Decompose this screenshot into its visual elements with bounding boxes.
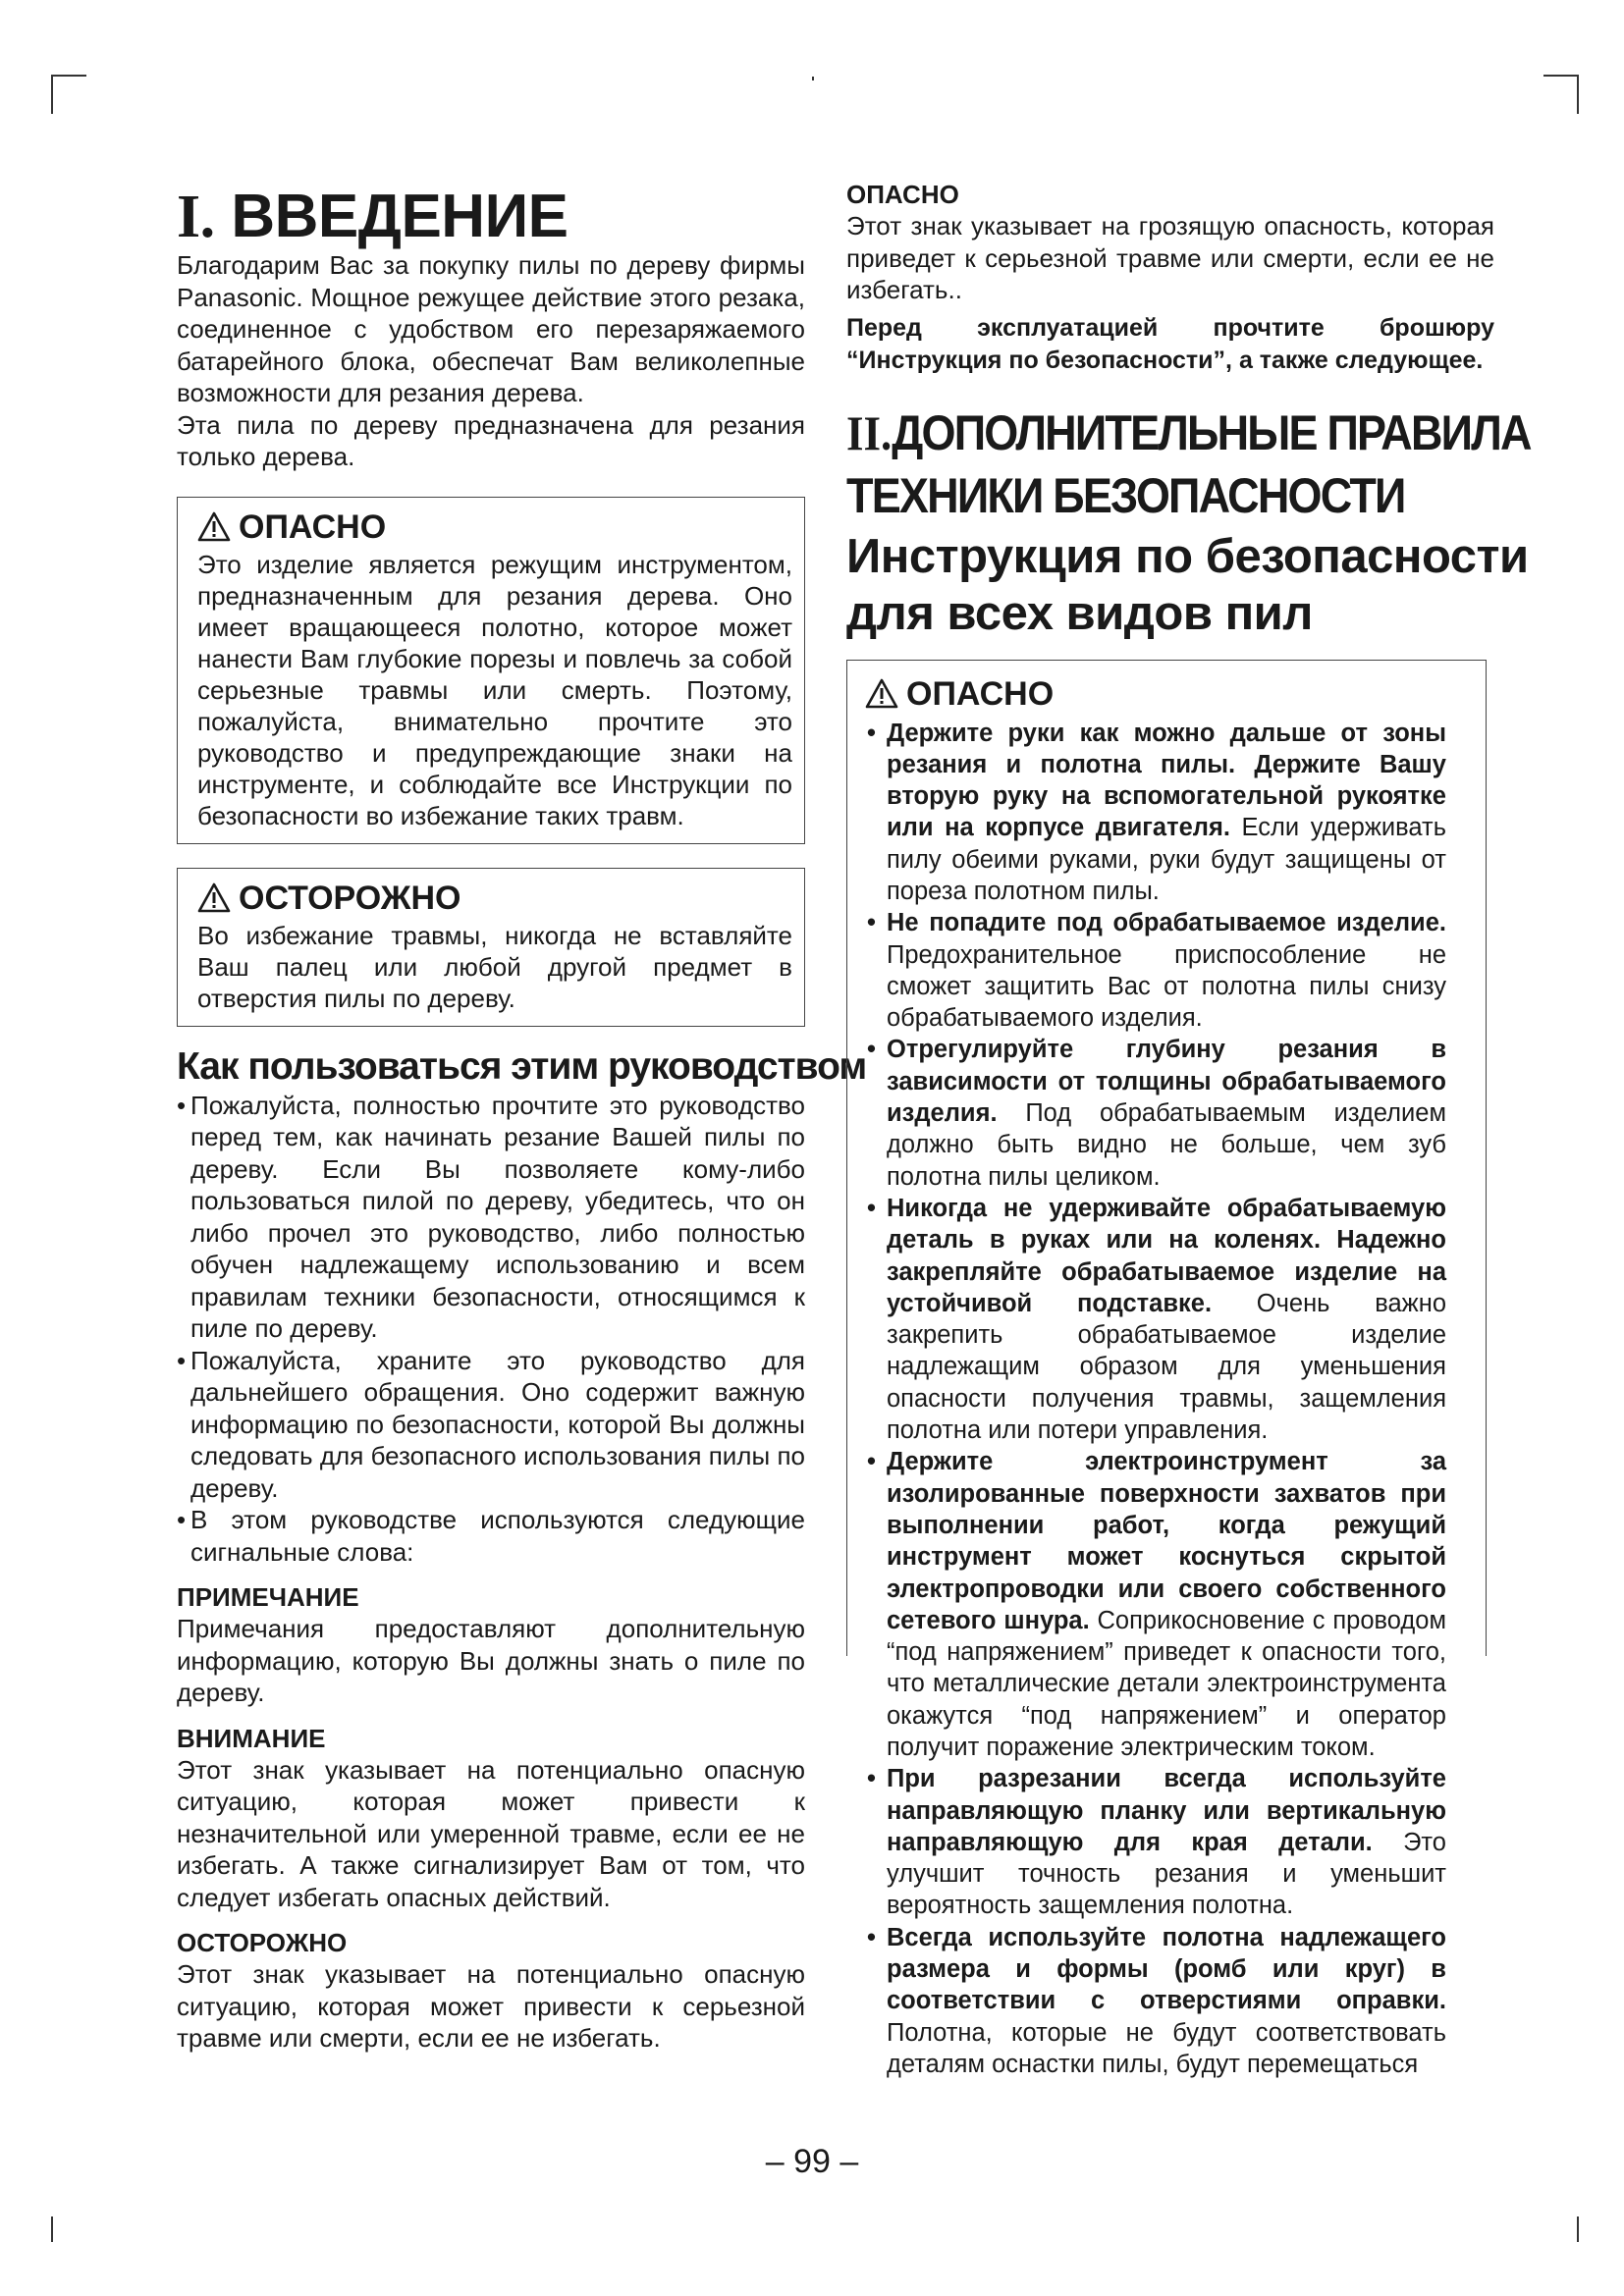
danger-box-title [197, 507, 792, 547]
caution-box [177, 868, 805, 1027]
section2-subtitle-line1: Инструкция по безопасности [846, 529, 1529, 583]
howto-heading: Как пользоваться этим руководством [177, 1044, 867, 1088]
warning-triangle-icon [865, 678, 898, 710]
list-item: • Никогда не удерживайте обрабатываемую деталь в руках или на коленях. Надежно закрепляйте обрабатываемое изделие на устойчивой подставке. Очень важно закрепить обрабатываемое изделие надлежащим образом для уменьшения опасности получения травмы, защемления полотна или потери управления. [867, 1194, 1446, 1445]
howto-list [177, 1090, 805, 1569]
danger-box-text: Это изделие является режущим инструментом, предназначенным для резания дерева. Оно имеет вращающееся полотно, которое может нанести Вам глубокие порезы и повлечь за собой серьезные травмы или смерть. Поэтому, пожалуйста, внимательно прочтите это руководство и предупреждающие знаки на инструменте, и соблюдайте все Инструкции по безопасности во избежание таких травм. [197, 549, 792, 830]
list-item: • В этом руководстве используются следующие сигнальные слова: [177, 1505, 805, 1567]
signal-word-caution-text: Этот знак указывает на потенциально опасную ситуацию, которая может привести к серьезной травме или смерти, если ее не избегать. [177, 1959, 805, 2053]
caution-box-label: ОСТОРОЖНО [239, 879, 461, 917]
caution-box-title [197, 879, 792, 918]
saw-safety-list [865, 718, 1446, 2081]
section2-heading-line1 [846, 400, 1531, 465]
right-column [846, 179, 1531, 2078]
list-item: • Пожалуйста, полностью прочтите это руководство перед тем, как начинать резание Вашей пилы по дереву. Если Вы позволяете кому-либо пользоваться пилой по дереву, убедитесь, что он либо прочел это руководство, либо полностью обучен надлежащему использованию и всем правилам техники безопасности, относящимся к пиле по дереву. [177, 1090, 805, 1343]
crop-mark-top-center [812, 77, 814, 80]
signal-word-note-text: Примечания предоставляют дополнительную информацию, которую Вы должны знать о пиле по дереву. [177, 1614, 805, 1707]
intro-paragraph-2: Эта пила по дереву предназначена для резания только дерева. [177, 409, 805, 471]
crop-mark-bottom-left [51, 2216, 53, 2242]
list-item: • Держите электроинструмент за изолированные поверхности захватов при выполнении работ, когда режущий инструмент может коснуться скрытой электропроводки или своего собственного сетевого шнура. Соприкосновение с проводом “под напряжением” приведет к опасности того, что металлические детали электроинструмента окажутся “под напряжением” и оператор получит поражение электрическим током. [867, 1448, 1447, 1761]
warning-triangle-icon [197, 882, 231, 914]
list-item: • При разрезании всегда используйте направляющую планку или вертикальную направляющую для края детали. Это улучшит точность резания и уменьшит вероятность защемления полотна. [867, 1765, 1446, 1920]
crop-mark-top-right-h [1543, 75, 1579, 77]
crop-mark-top-right-v [1577, 75, 1579, 114]
pre-operation-notice: Перед эксплуатацией прочтите брошюру “Инструкция по безопасности”, а также следующее. [846, 313, 1494, 374]
saw-safety-danger-box [846, 660, 1487, 2078]
list-item: • Всегда используйте полотна надлежащего размера и формы (ромб или круг) в соответствии с отверстиями оправки. Полотна, которые не будут соответствовать деталям оснастки пилы, будут перемещаться [867, 1923, 1446, 2078]
warning-triangle-icon [197, 511, 231, 543]
signal-word-note-label: ПРИМЕЧАНИЕ [177, 1582, 359, 1612]
saw-danger-box-label: ОПАСНО [906, 674, 1055, 713]
section2-number: II. [846, 404, 893, 460]
danger-box-label: ОПАСНО [239, 507, 387, 546]
saw-danger-box-title [865, 674, 1446, 714]
signal-word-attention-text: Этот знак указывает на потенциально опасную ситуацию, которая может привести к незначительной или умеренной травме, если ее не избегать. А также сигнализирует Вам от том, что следует избегать опасных действий. [177, 1754, 805, 1912]
signal-word-danger-label: ОПАСНО [846, 180, 959, 209]
signal-word-attention-label: ВНИМАНИЕ [177, 1723, 326, 1753]
intro-number: I. [177, 184, 215, 250]
list-item: • Отрегулируйте глубину резания в зависимости от толщины обрабатываемого изделия. Под обрабатываемым изделием должно быть видно не больше, чем зуб полотна пилы целиком. [867, 1036, 1446, 1191]
list-item: • Пожалуйста, храните это руководство для дальнейшего обращения. Оно содержит важную информацию по безопасности, которой Вы должны следовать для безопасного использования пилы по дереву. [177, 1345, 805, 1503]
crop-mark-bottom-right [1577, 2216, 1579, 2242]
caution-box-text: Во избежание травмы, никогда не вставляйте Ваш палец или любой другой предмет в отверстия пилы по дереву. [197, 920, 792, 1013]
list-item: • Держите руки как можно дальше от зоны резания и полотна пилы. Держите Вашу вторую руку на вспомогательной рукоятке или на корпусе двигателя. Если удерживать пилу обеими руками, руки будут защищены от пореза полотном пилы. [867, 719, 1446, 905]
section2-title-line1: ДОПОЛНИТЕЛЬНЫЕ ПРАВИЛА [892, 404, 1531, 460]
signal-word-caution-label: ОСТОРОЖНО [177, 1928, 348, 1957]
list-item: • Не попадите под обрабатываемое изделие. Предохранительное приспособление не сможет защитить Вас от полотна пилы снизу обрабатываемого изделия. [867, 909, 1446, 1033]
left-column [177, 177, 867, 2055]
section2-title-line2: ТЕХНИКИ БЕЗОПАСНОСТИ [846, 467, 1405, 523]
crop-mark-top-left-v [51, 75, 53, 114]
page-number: – 99 – [765, 2143, 859, 2180]
intro-title: ВВЕДЕНИЕ [231, 183, 568, 250]
intro-heading [177, 185, 805, 249]
danger-box [177, 497, 805, 844]
signal-word-danger-text: Этот знак указывает на грозящую опасность, которая приведет к серьезной травме или смерти, если ее не избегать.. [846, 211, 1494, 304]
intro-paragraph-1: Благодарим Вас за покупку пилы по дереву фирмы Panasonic. Мощное режущее действие этого резака, соединенное с удобством его перезаряжаемого батарейного блока, обеспечат Вам великолепные возможности для резания дерева. [177, 250, 805, 407]
section2-subtitle-line2: для всех видов пил [846, 586, 1313, 640]
crop-mark-top-left-h [51, 75, 86, 77]
